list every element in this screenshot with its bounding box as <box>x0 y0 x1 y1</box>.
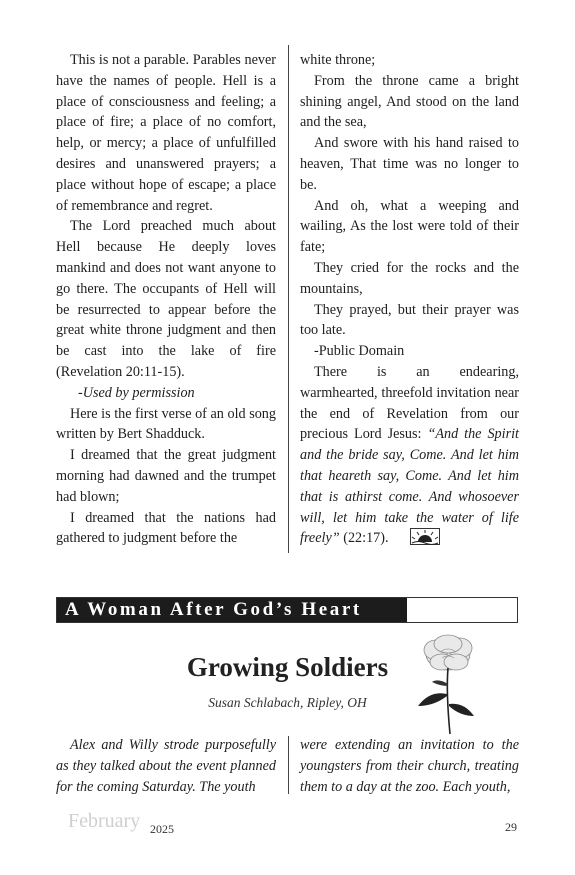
article-byline: Susan Schlabach, Ripley, OH <box>208 695 367 710</box>
verse-line-3: From the throne came a bright shining angel, And stood on the land and the sea, <box>300 72 519 131</box>
left-column <box>56 50 276 549</box>
intro-column-divider <box>288 736 289 794</box>
footer-year: 2025 <box>150 822 174 836</box>
paragraph-hell: The Lord preached much about Hell because He deeply loves mankind and does not want anyone to go there. The occupants of Hell will be resurrected to appear before the great white throne judgment and then be cast into the lake of fire (Revelation 20:11-15). <box>56 218 276 380</box>
verse-line-6: They cried for the rocks and the mountains, <box>300 259 519 297</box>
credit-used-by-permission: -Used by permission <box>78 384 195 401</box>
verse-line-4: And swore with his hand raised to heaven, That time was no longer to be. <box>300 135 519 193</box>
paragraph-invitation <box>300 362 519 552</box>
section-banner-title: A Woman After God’s Heart <box>57 598 407 622</box>
verse-line-7: They prayed, but their prayer was too late. <box>300 301 519 339</box>
scripture-quote: “And the Spirit and the bride say, Come. And let him that heareth say, Come. And let him that is athirst come. And whosoever will, let him take the water of life freely” <box>300 426 519 547</box>
intro-text-right: were extending an invitation to the youngsters from their church, treating them to a day at the zoo. Each youth, <box>300 737 519 795</box>
article-intro-right <box>300 735 519 797</box>
paragraph-song-intro: Here is the first verse of an old song written by Bert Shadduck. <box>56 405 276 443</box>
article-intro-left <box>56 735 276 797</box>
page-number: 29 <box>505 820 517 834</box>
flower-icon <box>412 632 482 741</box>
verse-line-5: And oh, what a weeping and wailing, As the lost were told of their fate; <box>300 197 519 256</box>
column-divider <box>288 45 289 553</box>
credit-public-domain: -Public Domain <box>314 343 405 360</box>
scripture-reference: (22:17). <box>339 530 389 547</box>
right-column <box>300 50 519 552</box>
sunrise-icon <box>396 528 440 552</box>
article-title: Growing Soldiers <box>186 652 389 682</box>
paragraph-parable: This is not a parable. Parables never have the names of people. Hell is a place of consciousness and feeling; a place of fire; a place of no comfort, help, or mercy; a place of unfulfilled desires and unanswered prayers; a place without hope of escape; a place of remembrance and regret. <box>56 52 276 214</box>
verse-line-2: I dreamed that the nations had gathered to judgment before the <box>56 509 276 547</box>
verse-line-1: I dreamed that the great judgment morning had dawned and the trumpet had blown; <box>56 447 276 505</box>
invitation-text: There is an endearing, warmhearted, threefold invitation near the end of Revelation from our precious Lord Jesus: <box>300 363 519 443</box>
footer-month: February <box>68 810 141 832</box>
intro-text-left: Alex and Willy strode purposefully as they talked about the event planned for the coming Saturday. The youth <box>56 737 276 795</box>
section-banner <box>56 597 518 623</box>
verse-continuation: white throne; <box>300 52 376 68</box>
